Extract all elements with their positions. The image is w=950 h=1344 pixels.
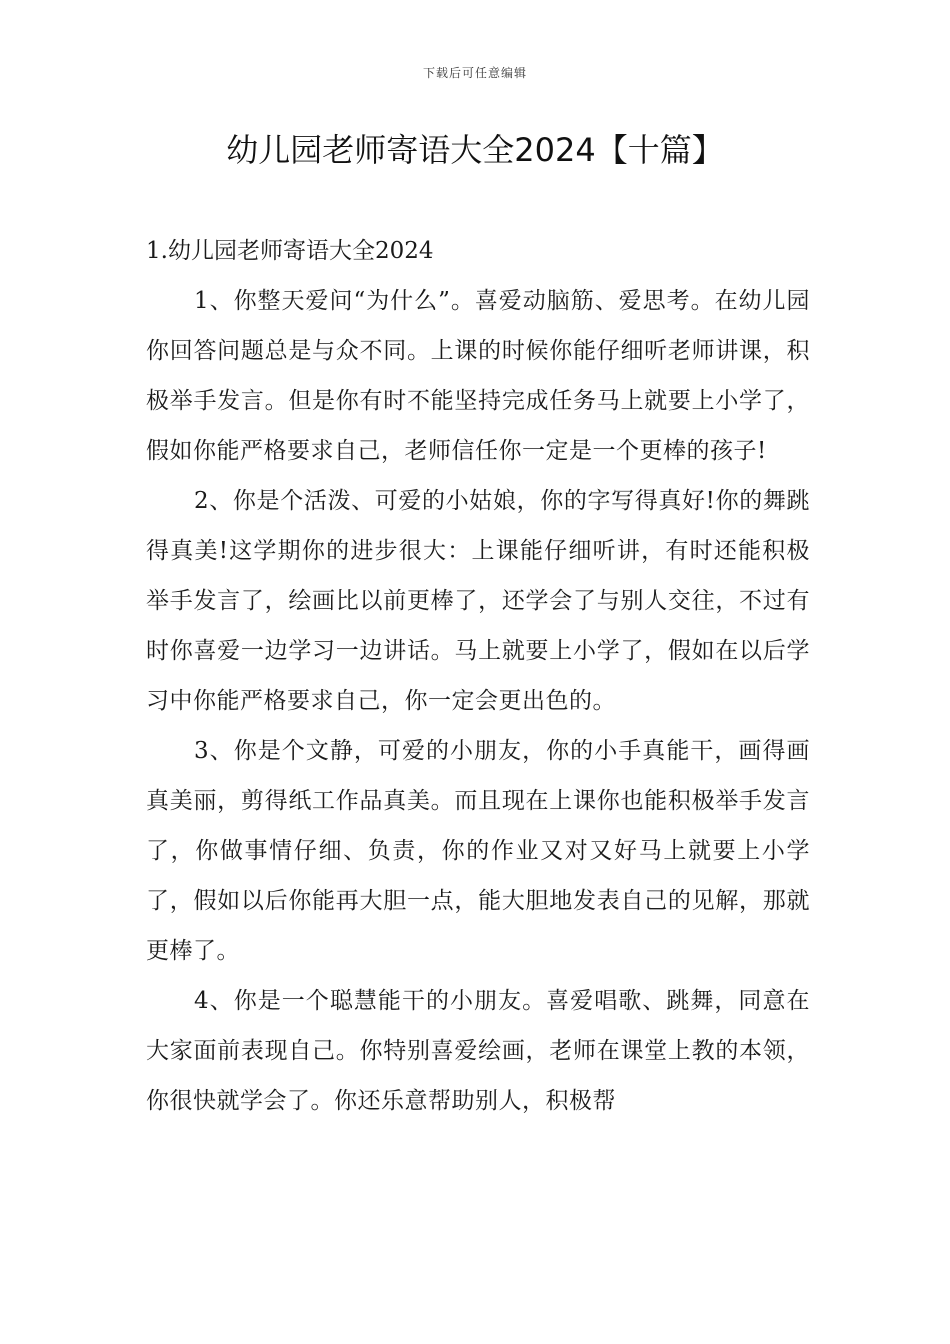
paragraph-1: 1、你整天爱问“为什么”。喜爱动脑筋、爱思考。在幼儿园你回答问题总是与众不同。上课的时候你能仔细听老师讲课，积极举手发言。但是你有时不能坚持完成任务马上就要上小学了，假如你能严格要求自己，老师信任你一定是一个更棒的孩子!: [146, 288, 810, 464]
paragraph-2: 2、你是个活泼、可爱的小姑娘，你的字写得真好!你的舞跳得真美!这学期你的进步很大：上课能仔细听讲，有时还能积极举手发言了，绘画比以前更棒了，还学会了与别人交往，不过有时你喜爱一边学习一边讲话。马上就要上小学了，假如在以后学习中你能严格要求自己，你一定会更出色的。: [146, 488, 810, 714]
header-note: 下载后可任意编辑: [422, 66, 527, 80]
document-body: [146, 226, 810, 1126]
document-title: 幼儿园老师寄语大全2024【十篇】: [226, 131, 724, 169]
paragraph-3: 3、你是个文静，可爱的小朋友，你的小手真能干，画得画真美丽，剪得纸工作品真美。而且现在上课你也能积极举手发言了，你做事情仔细、负责，你的作业又对又好马上就要上小学了，假如以后你能再大胆一点，能大胆地发表自己的见解，那就更棒了。: [146, 738, 810, 964]
section-heading: 1.幼儿园老师寄语大全2024: [146, 238, 434, 264]
paragraph-4: 4、你是一个聪慧能干的小朋友。喜爱唱歌、跳舞，同意在大家面前表现自己。你特别喜爱绘画，老师在课堂上教的本领，你很快就学会了。你还乐意帮助别人，积极帮: [146, 988, 810, 1114]
